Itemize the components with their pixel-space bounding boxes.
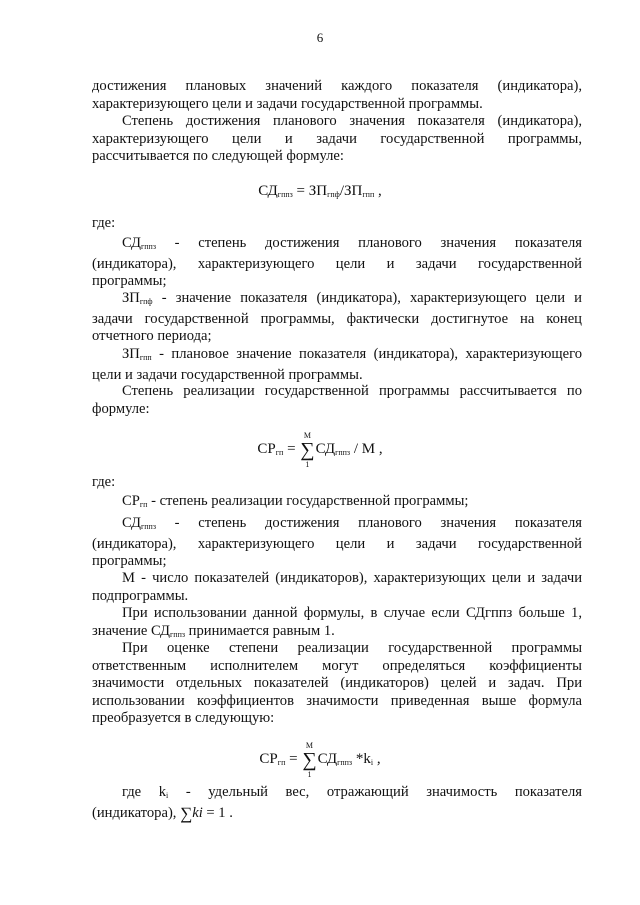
definition-zp-fact: $ЗП_{гпф}$ - значение показателя (индикатора), характеризующего цели и задачи государственной программы, фактически достигнутое на конец отчетного периода; — [92, 290, 582, 344]
definition-m: М - число показателей (индикаторов), характеризующих цели и задачи подпрограммы. — [92, 570, 582, 604]
p2-line-3: рассчитывается по следующей формуле: — [92, 148, 344, 164]
sum-operator-2: M ∑ 1 — [302, 741, 317, 779]
definition-sr: $СР_{гп}$ - степень реализации государственной программы; — [122, 493, 469, 509]
p2-line-1: Степень достижения планового значения показателя (индикатора), — [122, 113, 582, 129]
formula-sr-weighted: $СР_{гп}$ = M ∑ 1 $СД_{гппз}$ $*k_i$ , — [259, 741, 381, 779]
formula-sd: $СД_{гппз} = ЗП_{гпф}/ЗП_{гпп}$ , — [258, 183, 382, 199]
definition-sd: $СД_{гппз}$ - степень достижения планового значения показателя (индикатора), характеризующего цели и задачи государственной программы; — [92, 235, 582, 289]
paragraph-2 — [92, 113, 582, 166]
paragraph-3: Степень реализации государственной программы рассчитывается по формуле: — [92, 383, 582, 417]
paragraph-1 — [92, 78, 582, 113]
paragraph-4: При использовании данной формулы, в случае если СДгппз больше 1, значение $СД_{гппз}$ принимается равным 1. — [92, 605, 582, 639]
sum-symbol-inline: ∑ — [180, 803, 193, 823]
where-label-2: где: — [92, 474, 116, 490]
p1-line-1: достижения плановых значений каждого показателя (индикатора), — [92, 78, 582, 94]
paragraph-6: где $k_i$ - удельный вес, отражающий значимость показателя (индикатора), ∑ki = 1 . — [92, 784, 582, 823]
definition-zp-plan: $ЗП_{гпп}$ - плановое значение показателя (индикатора), характеризующего цели и задачи государственной программы. — [92, 346, 582, 383]
formula-sr: $СР_{гп}$ = M ∑ 1 $СД_{гппз}$ / M , — [257, 431, 383, 469]
page-number: 6 — [316, 30, 324, 45]
p1-line-2: характеризующего цели и задачи государственной программы. — [92, 95, 483, 112]
definition-sd-2: $СД_{гппз}$ - степень достижения планового значения показателя (индикатора), характеризующего цели и задачи государственной программы; — [92, 515, 582, 569]
sum-operator: M ∑ 1 — [300, 431, 315, 469]
where-label-1: где: — [92, 215, 116, 231]
p2-line-2: характеризующего цели и задачи государственной программы, — [92, 130, 582, 147]
paragraph-5: При оценке степени реализации государственной программы ответственным исполнителем могут определяться коэффициенты значимости отдельных показателей (индикаторов) целей и задач. При использовании коэффициентов значимости приведенная выше формула преобразуется в следующую: — [92, 640, 582, 726]
